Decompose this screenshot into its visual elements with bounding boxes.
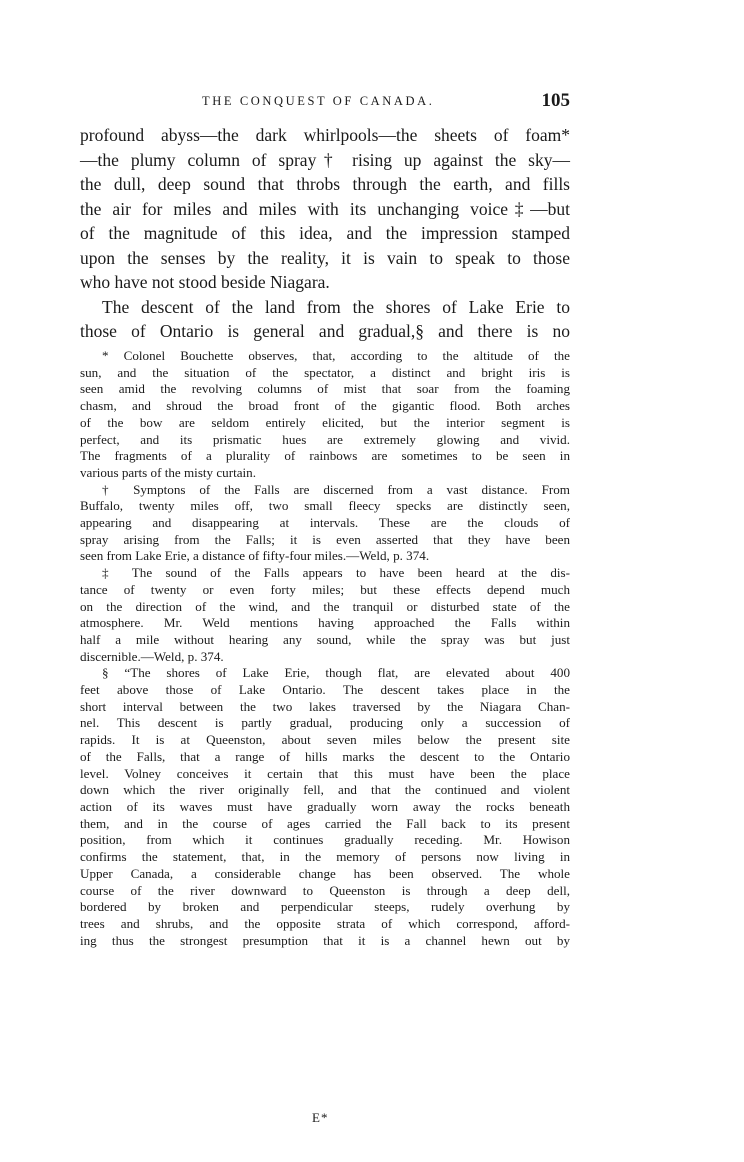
text-line: the air for miles and miles with its unchanging voice‡—but <box>80 198 570 219</box>
footnote-line: confirms the statement, that, in the memory of persons now living in <box>80 849 570 865</box>
footnote-line: of the Falls, that a range of hills marks the descent to the Ontario <box>80 748 570 764</box>
footnote-line: discernible.—Weld, p. 374. <box>80 648 224 664</box>
footnote-line: Upper Canada, a considerable change has been observed. The whole <box>80 865 570 881</box>
footnote-line: course of the river downward to Queenston is through a deep dell, <box>80 882 570 898</box>
footnote-line: atmosphere. Mr. Weld mentions having approached the Falls within <box>80 615 570 631</box>
footnote-line: sun, and the situation of the spectator, a distinct and bright iris is <box>80 364 570 380</box>
footnote-line: nel. This descent is partly gradual, producing only a succession of <box>80 715 570 731</box>
footnote-line: short interval between the two lakes traversed by the Niagara Chan- <box>80 698 570 714</box>
footnote-line: trees and shrubs, and the opposite strata of which correspond, afford- <box>80 915 570 931</box>
footnote-line: down which the river originally fell, and that the continued and violent <box>80 782 570 798</box>
signature-mark: E* <box>312 1110 329 1125</box>
footnote-line: * Colonel Bouchette observes, that, according to the altitude of the <box>102 348 570 363</box>
footnote-line: on the direction of the wind, and the tranquil or disturbed state of the <box>80 598 570 614</box>
footnote-line: them, and in the course of ages carried the Fall back to its present <box>80 815 570 831</box>
text-line: those of Ontario is general and gradual,§ and there is no <box>80 321 570 341</box>
footnote-line: ing thus the strongest presumption that it is a channel hewn out by <box>80 932 570 948</box>
footnote-line: seen from Lake Erie, a distance of fifty-four miles.—Weld, p. 374. <box>80 548 430 564</box>
footnote-line: position, from which it continues gradually receding. Mr. Howison <box>80 832 570 848</box>
text-line: The descent of the land from the shores of Lake Erie to <box>102 296 570 317</box>
footnote-line: Buffalo, twenty miles off, two small fleecy specks are distinctly seen, <box>80 498 570 514</box>
footnote-line: ‡ The sound of the Falls appears to have been heard at the dis- <box>102 565 570 581</box>
footnote-line: tance of twenty or even forty miles; but these effects depend much <box>80 581 570 597</box>
footnotes <box>80 348 570 949</box>
footnote-line: bordered by broken and perpendicular steeps, rudely overhung by <box>80 899 570 915</box>
text-line: upon the senses by the reality, it is vain to speak to those <box>80 247 570 268</box>
footnote-line: † Symptons of the Falls are discerned from a vast distance. From <box>102 481 570 497</box>
footnote-line: seen amid the revolving columns of mist that soar from the foaming <box>80 381 570 397</box>
footnote-line: appearing and disappearing at intervals. These are the clouds of <box>80 515 570 531</box>
footnote-line: spray arising from the Falls; it is even asserted that they have been <box>80 531 570 547</box>
paragraph-2 <box>80 295 570 344</box>
footnote-line: of the bow are seldom entirely elicited, but the interior segment is <box>80 414 570 430</box>
footnote-4 <box>80 665 570 949</box>
text-line: —the plumy column of spray† rising up against the sky— <box>80 149 570 170</box>
page-number: 105 <box>541 90 570 111</box>
footnote-1 <box>80 348 570 482</box>
text-line: of the magnitude of this idea, and the impression stamped <box>80 223 570 243</box>
footnote-line: feet above those of Lake Ontario. The descent takes place in the <box>80 682 570 698</box>
footnote-line: level. Volney conceives it certain that this must have been the place <box>80 765 570 781</box>
text-line: profound abyss—the dark whirlpools—the sheets of foam* <box>80 125 570 145</box>
running-title: THE CONQUEST OF CANADA. <box>202 94 435 108</box>
text-line: who have not stood beside Niagara. <box>80 272 330 292</box>
footnote-line: rapids. It is at Queenston, about seven miles below the present site <box>80 732 570 748</box>
text-line: the dull, deep sound that throbs through the earth, and fills <box>80 174 570 194</box>
footnote-2 <box>80 482 570 566</box>
footnote-line: action of its waves must have gradually worn away the rocks beneath <box>80 798 570 814</box>
footnote-line: chasm, and shroud the broad front of the gigantic flood. Both arches <box>80 398 570 414</box>
main-text <box>80 123 570 344</box>
footnote-line: various parts of the misty curtain. <box>80 464 256 480</box>
paragraph-1 <box>80 123 570 295</box>
footnote-3 <box>80 565 570 665</box>
page-header <box>80 90 570 114</box>
footnote-line: perfect, and its prismatic hues are extremely glowing and vivid. <box>80 431 570 447</box>
footnote-line: The fragments of a plurality of rainbows are sometimes to be seen in <box>80 448 570 464</box>
footnote-line: § “The shores of Lake Erie, though flat, are elevated about 400 <box>102 665 570 681</box>
footnote-line: half a mile without hearing any sound, while the spray was but just <box>80 631 570 647</box>
